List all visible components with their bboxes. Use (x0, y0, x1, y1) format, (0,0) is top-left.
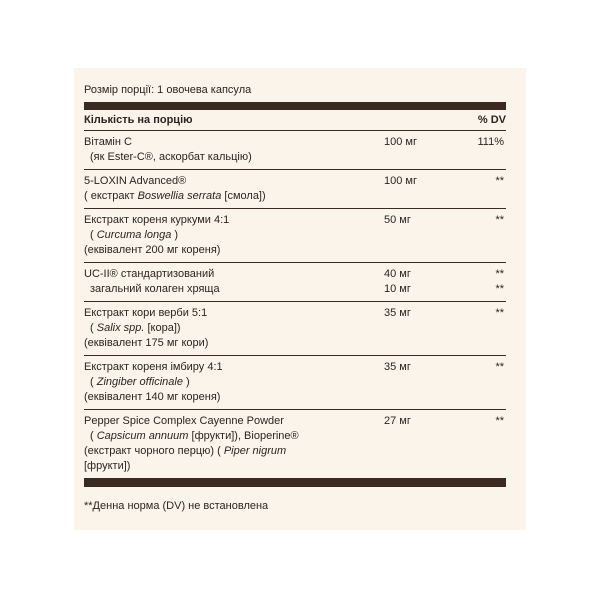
amount: 35 мг (384, 307, 411, 319)
amount: 100 мг (384, 136, 417, 148)
ingredient-equivalent: (еквівалент 175 мг кори) (84, 337, 209, 349)
ingredient-detail: ( екстракт Boswellia serrata [смола]) (84, 190, 266, 202)
daily-value: ** (495, 175, 504, 187)
dv-label: % DV (477, 113, 506, 126)
daily-value: ** (495, 283, 504, 295)
amount-per-serving-label: Кількість на порцію (84, 113, 193, 126)
ingredient-detail: ( Salix spp. [кора]) (90, 322, 181, 334)
ingredient-detail: ( Capsicum annuum [фрукти]), Bioperine® (90, 430, 299, 442)
ingredient-detail: [фрукти]) (84, 460, 131, 472)
footnote: **Денна норма (DV) не встановлена (84, 500, 269, 512)
serving-size: Розмір порції: 1 овочева капсула (84, 83, 252, 96)
thick-divider-top (84, 102, 506, 110)
table-row (84, 131, 506, 170)
ingredient-detail: ( Zingiber officinale ) (90, 376, 190, 388)
daily-value: 111% (477, 136, 504, 148)
ingredient-detail: загальний колаген хряща (90, 283, 220, 295)
ingredient-name: Екстракт кореня імбиру 4:1 (84, 361, 223, 373)
daily-value: ** (495, 361, 504, 373)
daily-value: ** (495, 268, 504, 280)
amount: 27 мг (384, 415, 411, 427)
daily-value: ** (495, 214, 504, 226)
table-row (84, 410, 506, 479)
ingredient-name: Pepper Spice Complex Cayenne Powder (84, 415, 284, 427)
ingredient-equivalent: (еквівалент 200 мг кореня) (84, 244, 221, 256)
ingredient-name: UC-II® стандартизований (84, 268, 215, 280)
table-row (84, 356, 506, 410)
amount: 35 мг (384, 361, 411, 373)
ingredient-detail: (екстракт чорного перцю) ( Piper nigrum (84, 445, 287, 457)
table-row (84, 302, 506, 356)
amount: 100 мг (384, 175, 417, 187)
ingredient-equivalent: (еквівалент 140 мг кореня) (84, 391, 221, 403)
ingredient-name: Екстракт кори верби 5:1 (84, 307, 208, 319)
ingredient-detail: (як Ester-C®, аскорбат кальцію) (90, 151, 252, 163)
table-header (84, 110, 506, 131)
amount: 50 мг (384, 214, 411, 226)
daily-value: ** (495, 415, 504, 427)
table-row (84, 209, 506, 263)
ingredient-name: 5-LOXIN Advanced® (84, 175, 187, 187)
table-row (84, 263, 506, 302)
ingredient-name: Вітамін С (84, 136, 132, 148)
amount: 40 мг (384, 268, 411, 280)
ingredient-detail: ( Curcuma longa ) (90, 229, 179, 241)
daily-value: ** (495, 307, 504, 319)
amount: 10 мг (384, 283, 411, 295)
table-row (84, 170, 506, 209)
ingredient-name: Екстракт кореня куркуми 4:1 (84, 214, 230, 226)
thick-divider-bottom (84, 479, 506, 487)
supplement-facts-label (84, 80, 506, 514)
